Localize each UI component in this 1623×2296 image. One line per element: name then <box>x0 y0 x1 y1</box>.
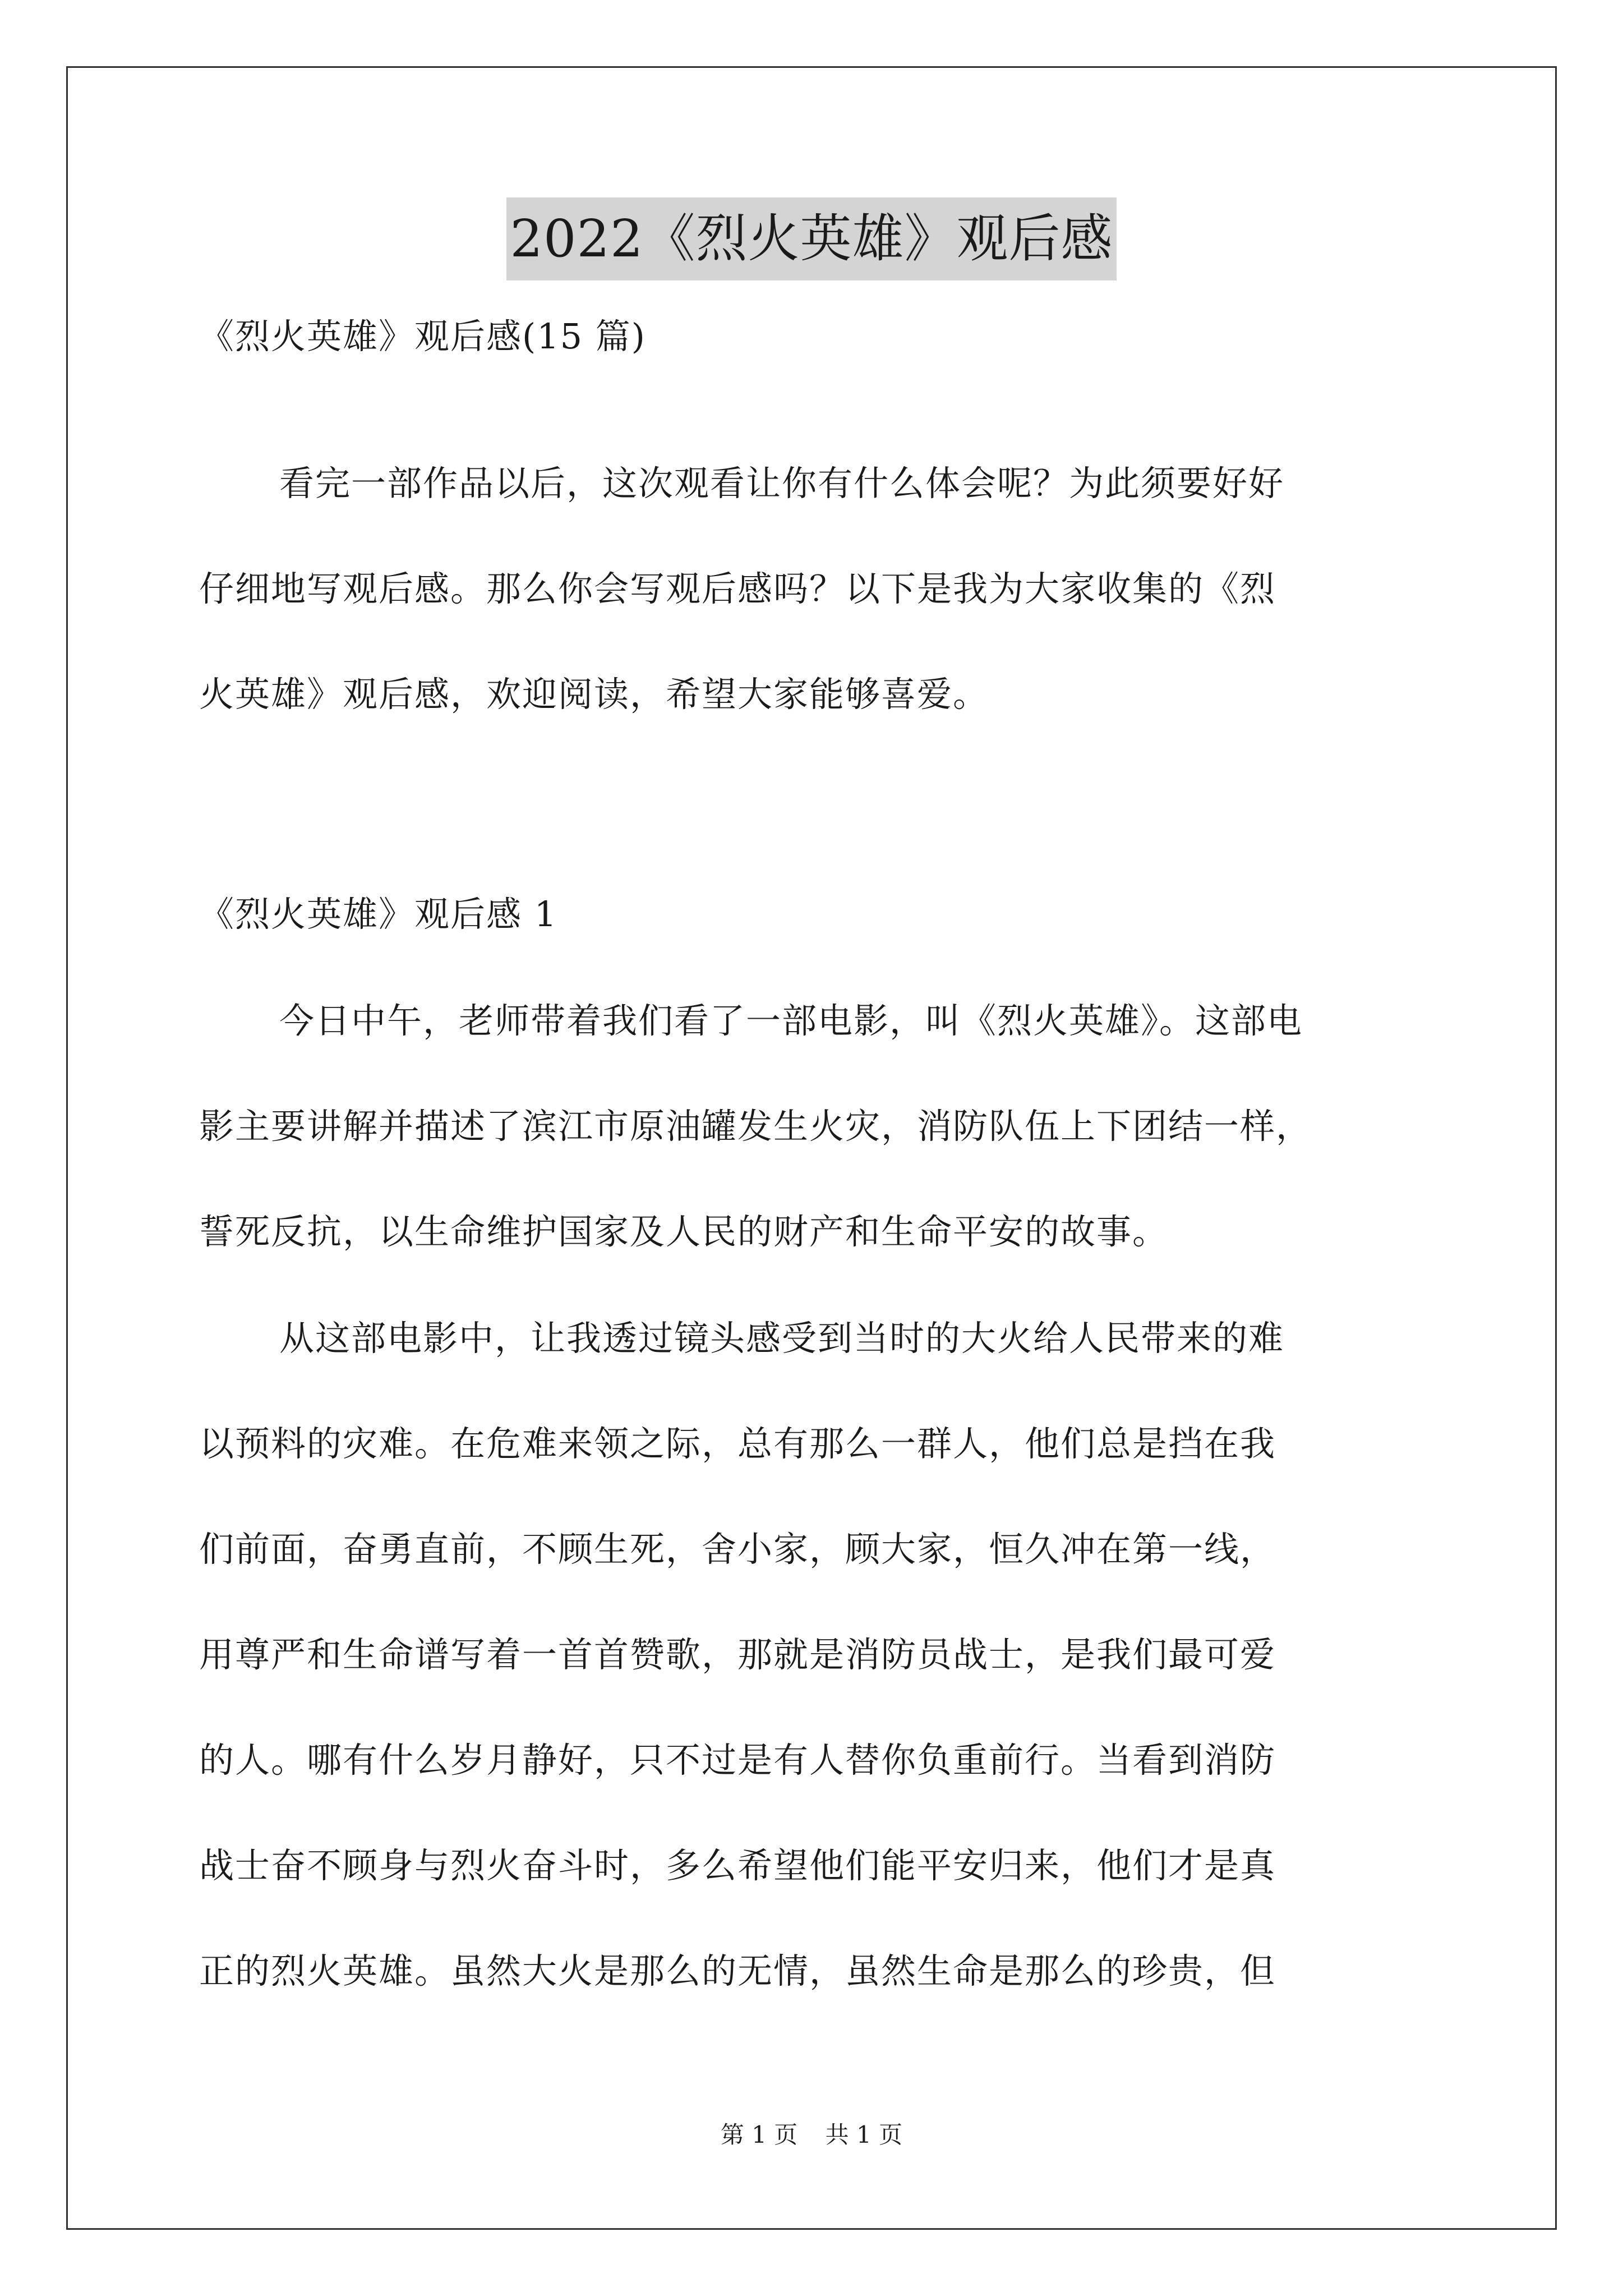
intro-line: 看完一部作品以后，这次观看让你有什么体会呢？为此须要好好 <box>279 463 1285 504</box>
paragraph-line: 们前面，奋勇直前，不顾生死，舍小家，顾大家，恒久冲在第一线， <box>199 1529 1276 1570</box>
subtitle: 《烈火英雄》观后感(15 篇) <box>199 316 646 357</box>
paragraph-line: 今日中午，老师带着我们看了一部电影，叫《烈火英雄》。这部电 <box>279 1000 1303 1041</box>
page-footer <box>0 2118 1623 2152</box>
paragraph-line: 用尊严和生命谱写着一首首赞歌，那就是消防员战士，是我们最可爱 <box>199 1634 1276 1675</box>
intro-line: 仔细地写观后感。那么你会写观后感吗？以下是我为大家收集的《烈 <box>199 568 1276 609</box>
document-title: 2022《烈火英雄》观后感 <box>506 197 1116 280</box>
paragraph-line: 战士奋不顾身与烈火奋斗时，多么希望他们能平安归来，他们才是真 <box>199 1845 1276 1886</box>
paragraph-line: 以预料的灾难。在危难来领之际，总有那么一群人，他们总是挡在我 <box>199 1423 1276 1464</box>
paragraph-line: 影主要讲解并描述了滨江市原油罐发生火灾，消防队伍上下团结一样， <box>199 1106 1312 1147</box>
page-total: 共 1 页 <box>825 2121 903 2148</box>
paragraph-line: 从这部电影中，让我透过镜头感受到当时的大火给人民带来的难 <box>279 1318 1285 1359</box>
intro-line: 火英雄》观后感，欢迎阅读，希望大家能够喜爱。 <box>199 674 989 715</box>
title-container <box>0 197 1623 280</box>
page-number: 第 1 页 <box>720 2121 798 2148</box>
paragraph-line: 的人。哪有什么岁月静好，只不过是有人替你负重前行。当看到消防 <box>199 1740 1276 1780</box>
paragraph-line: 誓死反抗，以生命维护国家及人民的财产和生命平安的故事。 <box>199 1211 1169 1252</box>
paragraph-line: 正的烈火英雄。虽然大火是那么的无情，虽然生命是那么的珍贵，但 <box>199 1950 1276 1991</box>
section-heading: 《烈火英雄》观后感 1 <box>199 894 558 935</box>
